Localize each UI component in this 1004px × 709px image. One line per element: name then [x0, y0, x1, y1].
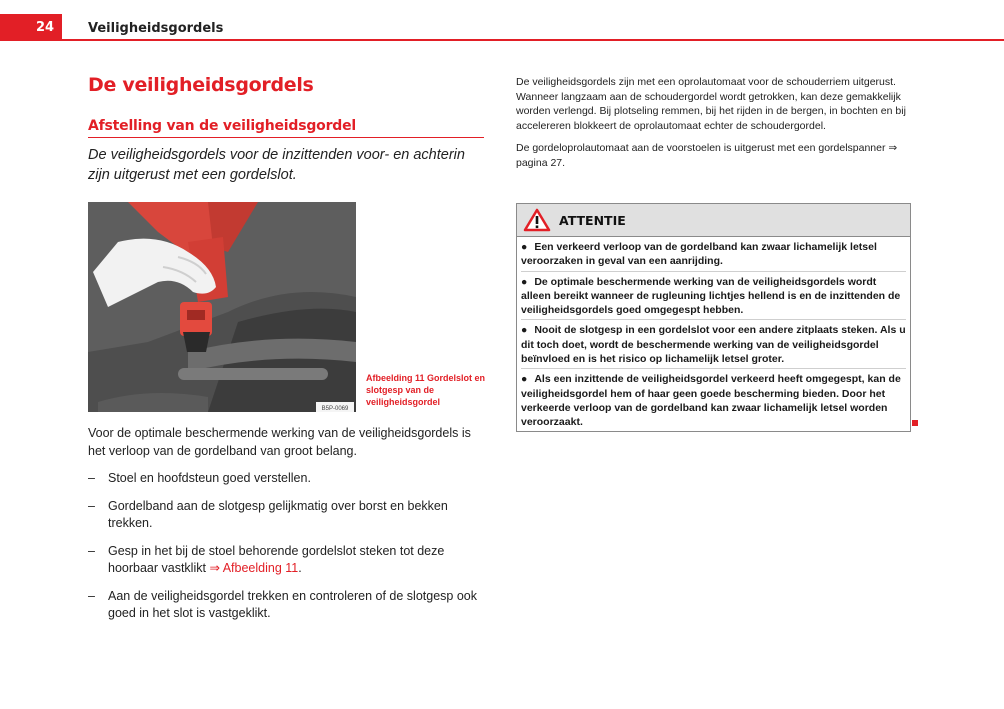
- step-dash: –: [88, 471, 95, 485]
- figure-link[interactable]: ⇒ Afbeelding 11: [209, 561, 299, 575]
- warning-box: [516, 203, 911, 432]
- step-dash: –: [88, 588, 95, 603]
- step-text-end: .: [298, 561, 302, 575]
- subsection-title: Afstelling van de veiligheidsgordel: [88, 118, 484, 138]
- step-item: [88, 470, 478, 488]
- figure-11: [88, 202, 488, 412]
- section-title: De veiligheidsgordels: [88, 74, 314, 96]
- body-paragraph: Voor de optimale beschermende werking van de veiligheidsgordels is het verloop van de gordelband van groot belang.: [88, 426, 471, 458]
- right-column: [516, 75, 910, 179]
- warning-triangle-icon: [523, 208, 551, 232]
- seatbelt-photo: [88, 202, 356, 412]
- step-item: [88, 543, 478, 578]
- figure-code-label: [88, 202, 356, 412]
- step-text: Aan de veiligheidsgordel trekken en controleren of de slotgesp ook goed in het slot is vastgeklikt.: [108, 588, 477, 620]
- step-dash: –: [88, 543, 95, 558]
- warning-item-text: Als een inzittende de veiligheidsgordel verkeerd heeft omgegespt, kan de veiligheidsgordel hem of haar geen goede bescherming bieden. Door het verkeerde verloop van de gordelband kan zwaar lichamelijk letsel worden veroorzaakt.: [521, 373, 901, 429]
- warning-item: [521, 275, 906, 321]
- step-text: Gordelband aan de slotgesp gelijkmatig over borst en bekken trekken.: [108, 498, 448, 530]
- warning-item: [521, 323, 906, 369]
- bullet-icon: ●: [521, 373, 528, 386]
- warning-item-text: De optimale beschermende werking van de veiligheidsgordels wordt alleen bereikt wanneer de rugleuning lichtjes hellend is en de inzittenden de veiligheidsgordels goed omgegespt hebben.: [521, 275, 901, 317]
- step-text: Stoel en hoofdsteun goed verstellen.: [108, 471, 311, 485]
- bullet-icon: ●: [521, 324, 528, 337]
- figure-caption: Afbeelding 11 Gordelslot en slotgesp van de veiligheidsgordel: [366, 373, 486, 407]
- left-body: [88, 425, 478, 633]
- figure-code-text: B5P-0069: [321, 406, 349, 412]
- steps-list: [88, 470, 478, 623]
- intro-text: De veiligheidsgordels voor de inzittenden voor- en achterin zijn uitgerust met een gordelslot.: [88, 147, 465, 183]
- right-paragraph-2: De gordeloprolautomaat aan de voorstoelen is uitgerust met een gordelspanner ⇒ pagina 27.: [516, 142, 898, 169]
- warning-title: ATTENTIE: [559, 212, 626, 228]
- step-text: Gesp in het bij de stoel behorende gordelslot steken tot deze hoorbaar vastklikt: [108, 543, 445, 575]
- warning-body: [517, 237, 910, 432]
- warning-item-text: Een verkeerd verloop van de gordelband kan zwaar lichamelijk letsel veroorzaken in geval van een aanrijding.: [521, 241, 877, 268]
- left-column: [88, 74, 484, 185]
- warning-item: [521, 240, 906, 272]
- warning-item-text: Nooit de slotgesp in een gordelslot voor een andere zitplaats steken. Als u dit toch doet, wordt de beschermende werking van de veiligheidsgordel beïnvloed en is het risico op lichamelijk letsel groter.: [521, 324, 906, 366]
- step-dash: –: [88, 498, 95, 513]
- bullet-icon: ●: [521, 275, 528, 288]
- warning-header: [517, 204, 910, 237]
- right-paragraph-1: De veiligheidsgordels zijn met een oprolautomaat voor de schouderriem uitgerust. Wanneer langzaam aan de schoudergordel wordt getrokken, kan deze gemakkelijk worden verlengd. Bij plotseling remmen, bij het rijden in de bergen, in bochten en bij accelereren blokkeert de oprolautomaat echter de schoudergordel.: [516, 76, 906, 132]
- header-title: Veiligheidsgordels: [88, 21, 224, 36]
- step-item: [88, 588, 478, 623]
- step-item: [88, 498, 478, 533]
- end-of-section-marker: [912, 420, 918, 426]
- page-number: 24: [0, 14, 62, 41]
- warning-item: [521, 372, 906, 431]
- header-rule: [62, 39, 1004, 41]
- bullet-icon: ●: [521, 241, 528, 253]
